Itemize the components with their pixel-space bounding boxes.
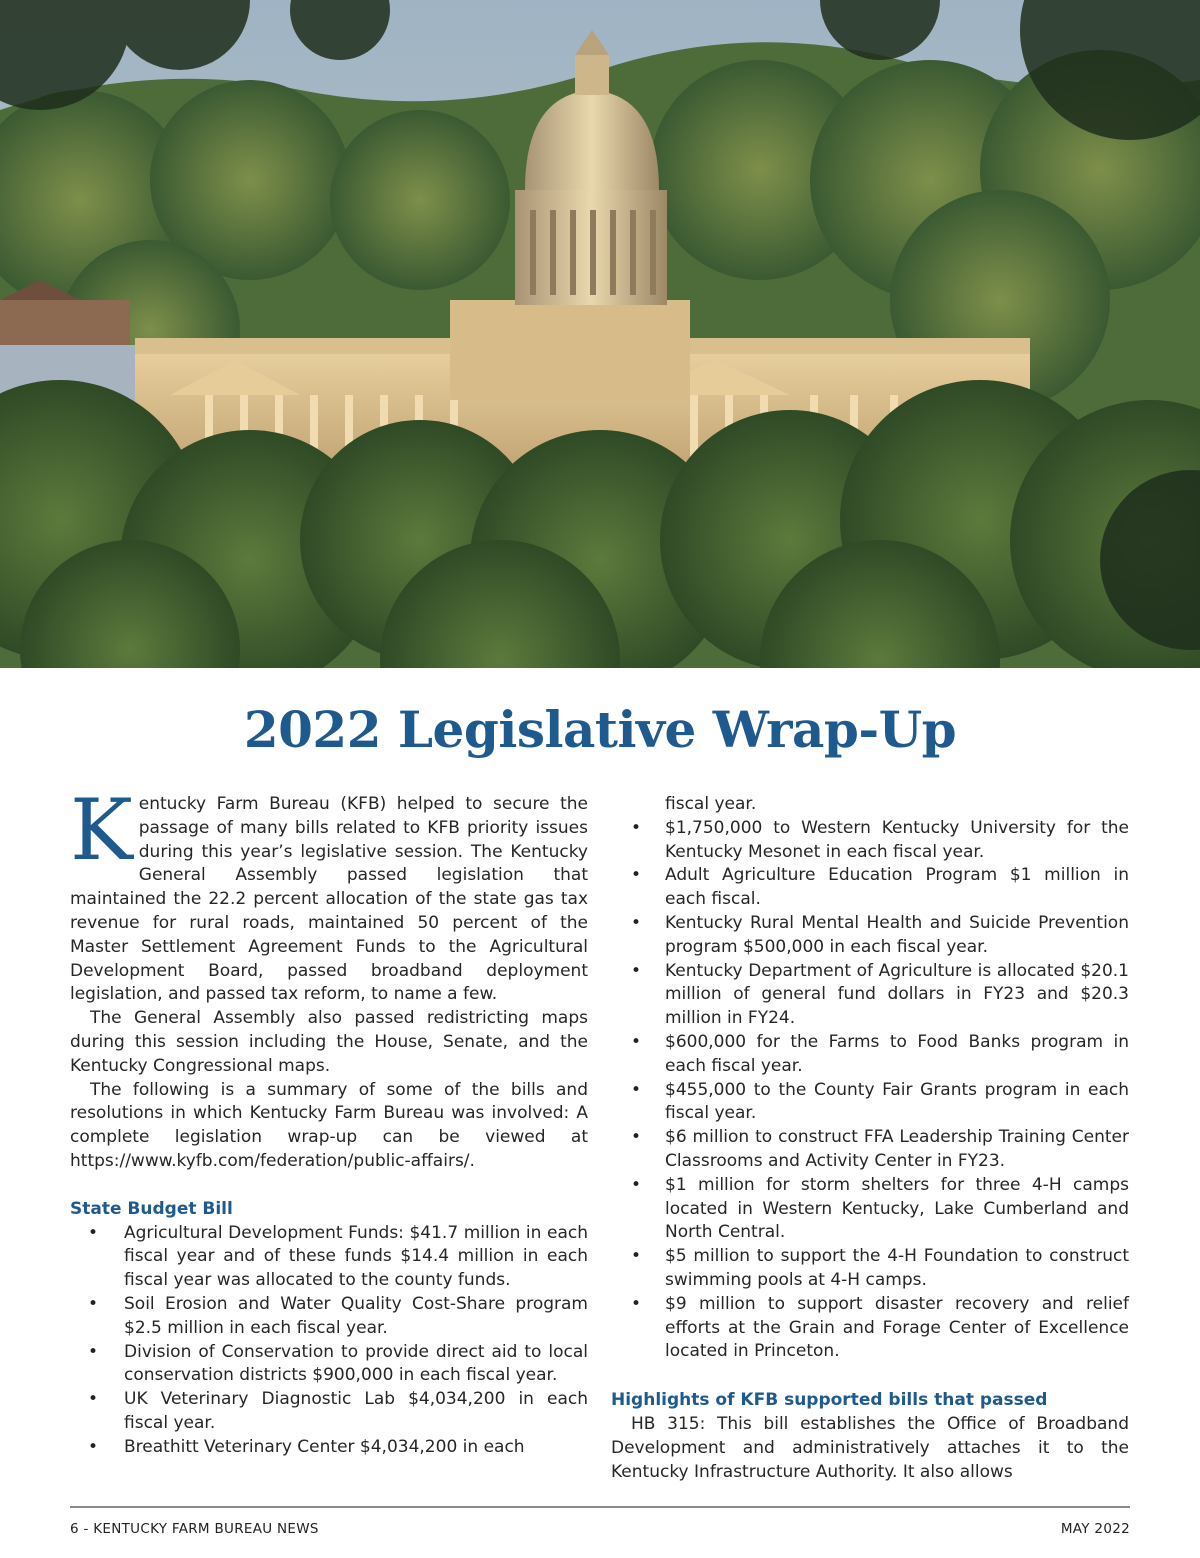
redistricting-paragraph: The General Assembly also passed redistricting maps during this session including the House, Senate, and the Kentucky Congressional maps. — [70, 1008, 588, 1076]
drop-cap: K — [70, 781, 133, 879]
budget-list-right — [611, 817, 1129, 1364]
list-item: • UK Veterinary Diagnostic Lab $4,034,200 in each fiscal year. — [70, 1388, 588, 1436]
article-title: 2022 Legislative Wrap-Up — [243, 700, 957, 759]
list-item: • Adult Agriculture Education Program $1 million in each fiscal. — [611, 864, 1129, 912]
list-item: • Kentucky Department of Agriculture is allocated $20.1 million of general fund dollars in FY23 and $20.3 million in FY24. — [611, 960, 1129, 1031]
budget-list-left — [70, 1222, 588, 1460]
highlights-heading: Highlights of KFB supported bills that passed — [611, 1390, 1048, 1411]
summary-paragraph: The following is a summary of some of the bills and resolutions in which Kentucky Farm Bureau was involved: A complete legislation wrap-up can be viewed at https://www.kyfb.com/federation/public-affairs/. — [70, 1079, 588, 1171]
list-item: • Kentucky Rural Mental Health and Suicide Prevention program $500,000 in each fiscal year. — [611, 912, 1129, 960]
list-item: • $1,750,000 to Western Kentucky University for the Kentucky Mesonet in each fiscal year. — [611, 817, 1129, 865]
footer-date: MAY 2022 — [1060, 1521, 1130, 1537]
list-item: • $455,000 to the County Fair Grants program in each fiscal year. — [611, 1079, 1129, 1127]
hero-photo-capitol — [0, 0, 1200, 668]
list-item: • Division of Conservation to provide direct aid to local conservation districts $900,000 in each fiscal year. — [70, 1341, 588, 1389]
footer-publication: 6 - KENTUCKY FARM BUREAU NEWS — [70, 1521, 319, 1537]
list-item: • Soil Erosion and Water Quality Cost-Share program $2.5 million in each fiscal year. — [70, 1293, 588, 1341]
continued-bullet-text: fiscal year. — [665, 794, 757, 814]
list-item: • Breathitt Veterinary Center $4,034,200 in each — [70, 1436, 588, 1460]
list-item: • $5 million to support the 4-H Foundation to construct swimming pools at 4-H camps. — [611, 1245, 1129, 1293]
list-item: • $6 million to construct FFA Leadership Training Center Classrooms and Activity Center in FY23. — [611, 1126, 1129, 1174]
footer-rule — [70, 1506, 1130, 1508]
list-item: • $600,000 for the Farms to Food Banks program in each fiscal year. — [611, 1031, 1129, 1079]
hb315-paragraph: HB 315: This bill establishes the Office of Broadband Development and administratively attaches it to the Kentucky Infrastructure Authority. It also allows — [611, 1413, 1129, 1482]
left-column — [70, 781, 588, 1460]
intro-text: entucky Farm Bureau (KFB) helped to secure the passage of many bills related to KFB priority issues during this year’s legislative session. The Kentucky General Assembly passed legislation that maintained the 22.2 percent allocation of the state gas tax revenue for rural roads, maintained 50 percent of the Master Settlement Agreement Funds to the Agricultural Development Board, passed broadband deployment legislation, and passed tax reform, to name a few. — [70, 794, 588, 1005]
list-item: • Agricultural Development Funds: $41.7 million in each fiscal year and of these funds $14.4 million in each fiscal year was allocated to the county funds. — [70, 1222, 588, 1293]
right-column — [611, 793, 1129, 1484]
intro-paragraph — [70, 781, 588, 1007]
list-item: • $9 million to support disaster recovery and relief efforts at the Grain and Forage Center of Excellence located in Princeton. — [611, 1293, 1129, 1364]
budget-heading: State Budget Bill — [70, 1198, 233, 1219]
list-item: • $1 million for storm shelters for three 4-H camps located in Western Kentucky, Lake Cumberland and North Central. — [611, 1174, 1129, 1245]
